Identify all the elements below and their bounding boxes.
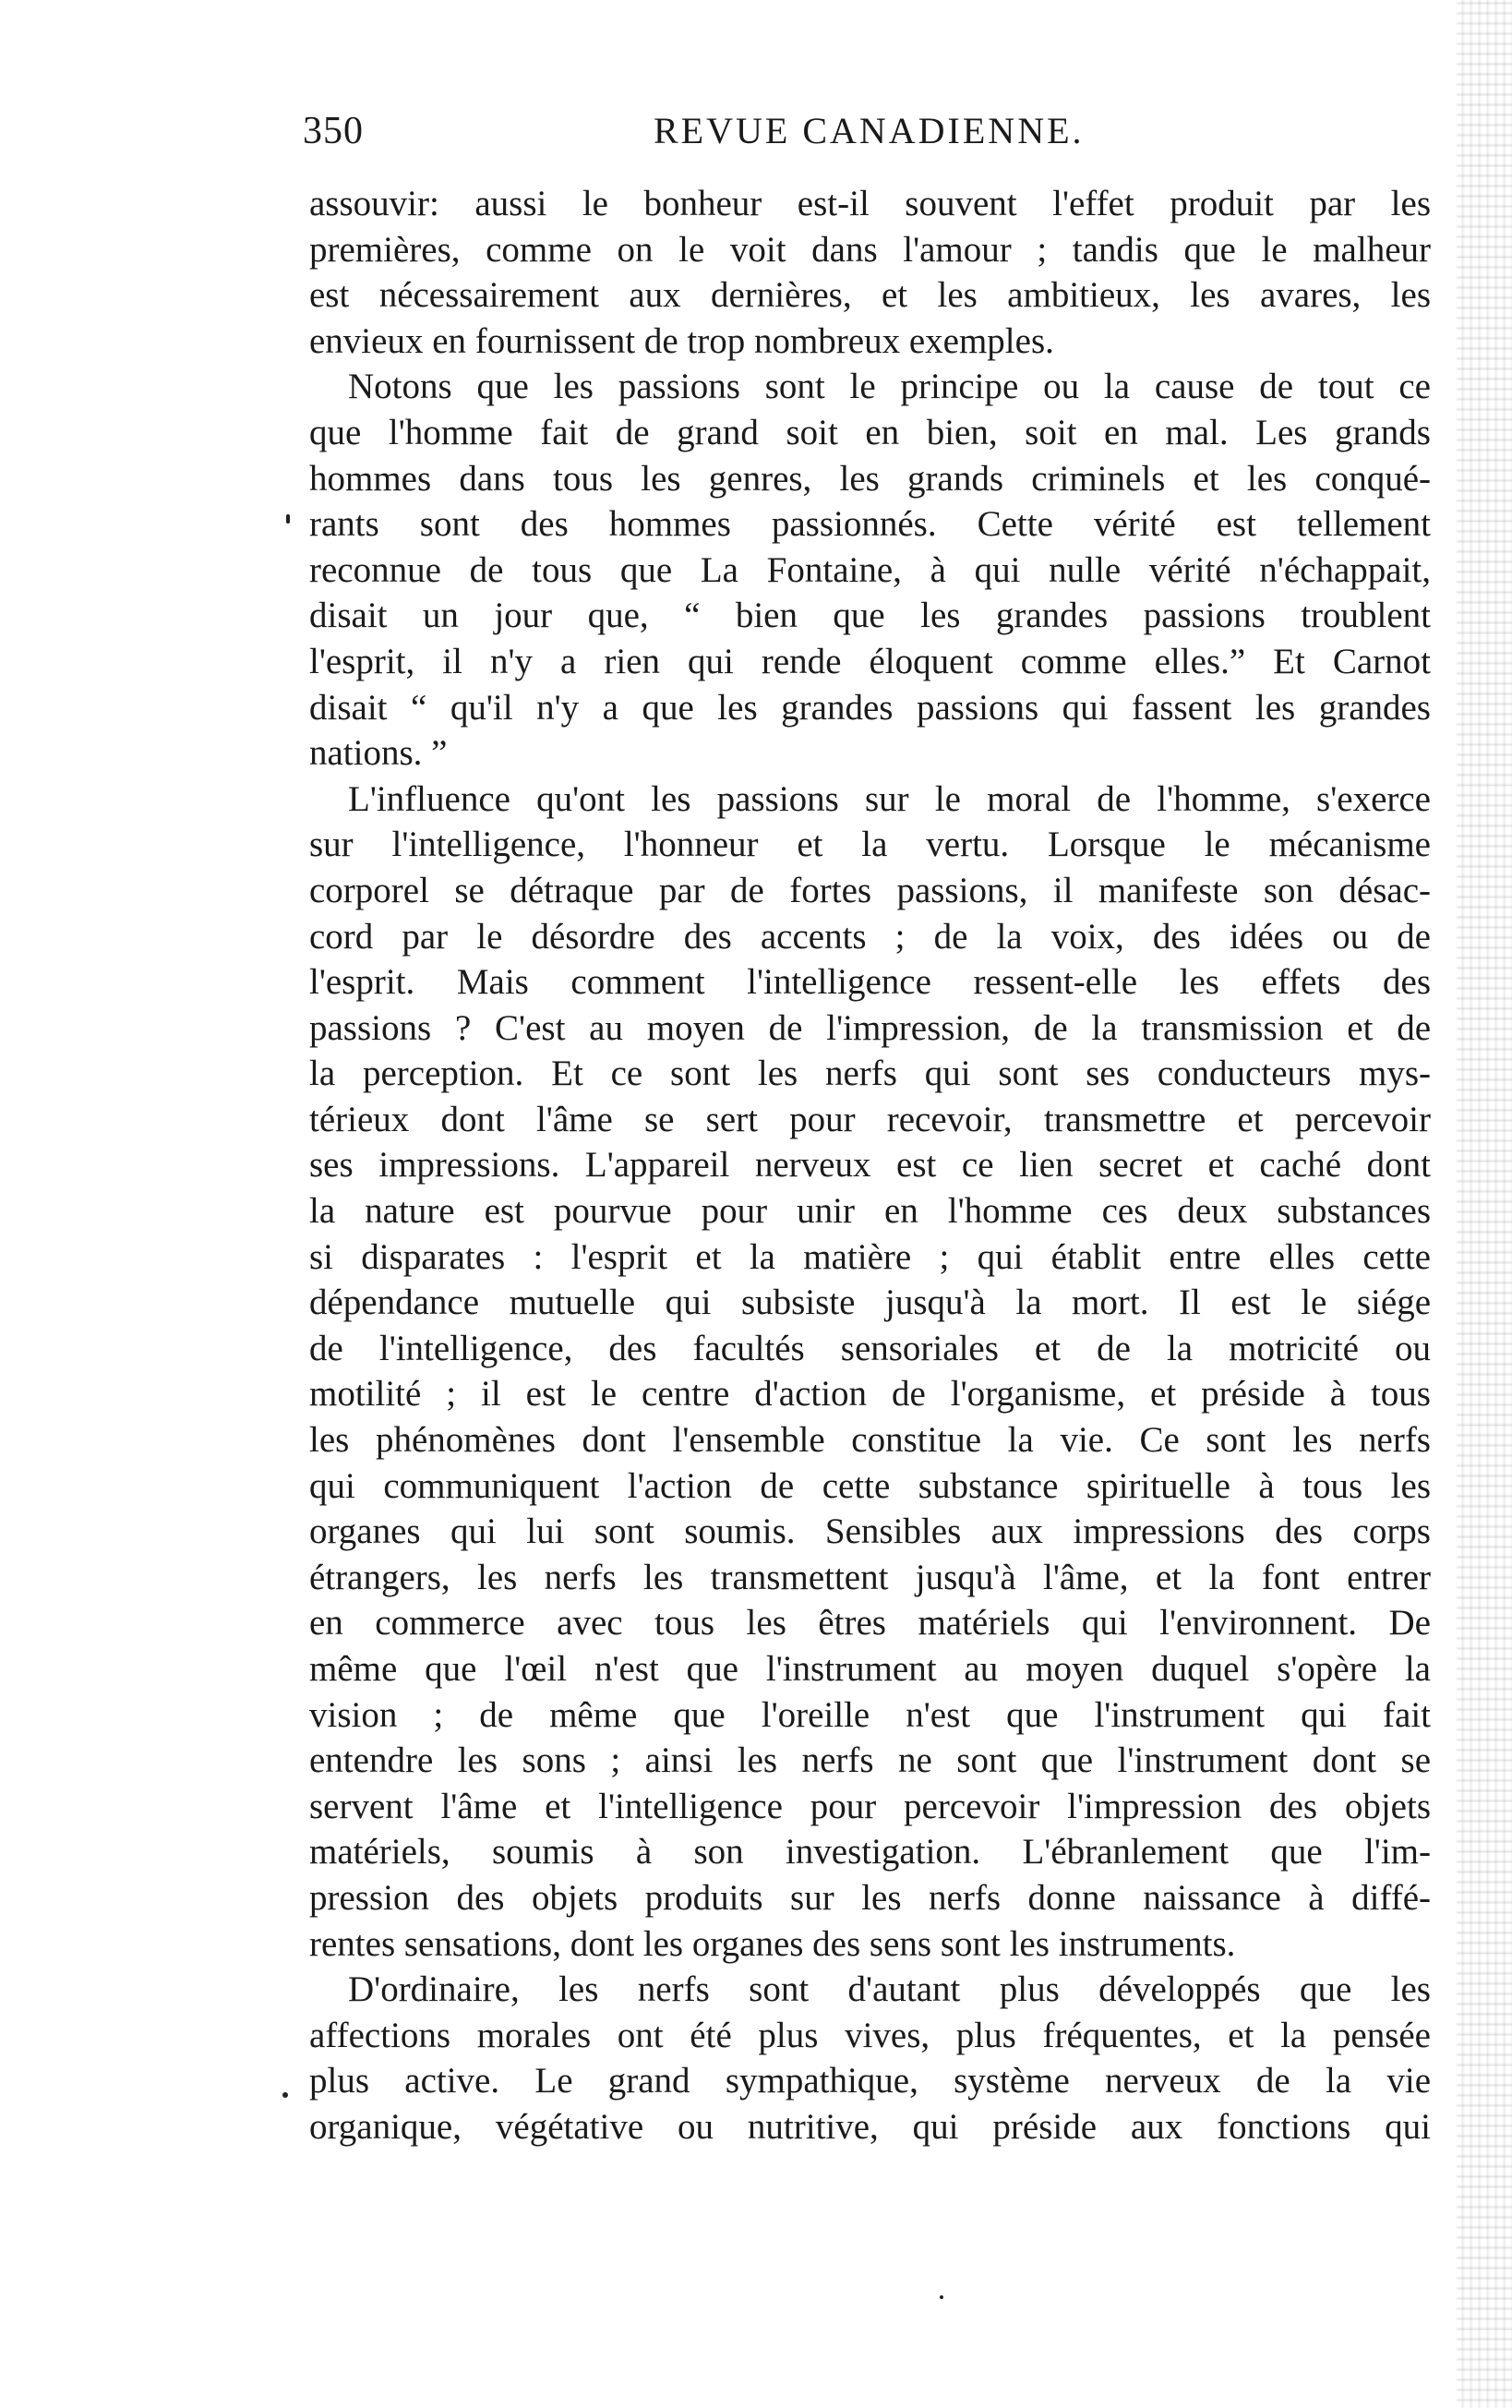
text-line: vision ; de même que l'oreille n'est que l'instrument qui fait bbox=[309, 1694, 1431, 1735]
text-line: rants sont des hommes passionnés. Cette vérité est tellement bbox=[309, 504, 1431, 545]
text-line: dépendance mutuelle qui subsiste jusqu'à la mort. Il est le siége bbox=[309, 1282, 1431, 1323]
text-line: premières, comme on le voit dans l'amour ; tandis que le malheur bbox=[309, 229, 1431, 270]
text-line: l'esprit, il n'y a rien qui rende éloquent comme elles.” Et Carnot bbox=[309, 641, 1431, 681]
text-line: est nécessairement aux dernières, et les ambitieux, les avares, les bbox=[309, 275, 1431, 316]
text-line: entendre les sons ; ainsi les nerfs ne sont que l'instrument dont se bbox=[309, 1740, 1431, 1781]
text-line: organique, végétative ou nutritive, qui préside aux fonctions qui bbox=[309, 2106, 1431, 2147]
scan-speck bbox=[940, 2295, 943, 2299]
page-header bbox=[303, 109, 1420, 164]
text-line: hommes dans tous les genres, les grands criminels et les conqué- bbox=[309, 458, 1431, 499]
text-line: pression des objets produits sur les nerfs donne naissance à diffé- bbox=[309, 1877, 1431, 1918]
text-line: passions ? C'est au moyen de l'impression, de la transmission et de bbox=[309, 1007, 1431, 1048]
text-line: la perception. Et ce sont les nerfs qui sont ses conducteurs mys- bbox=[309, 1054, 1431, 1094]
text-line: les phénomènes dont l'ensemble constitue la vie. Ce sont les nerfs bbox=[309, 1420, 1431, 1461]
text-line: D'ordinaire, les nerfs sont d'autant plus développés que les bbox=[348, 1969, 1431, 2010]
text-line: envieux en fournissent de trop nombreux exemples. bbox=[309, 320, 1054, 361]
text-line: matériels, soumis à son investigation. L'ébranlement que l'im- bbox=[309, 1832, 1431, 1872]
page-number: 350 bbox=[303, 110, 364, 152]
text-line: ses impressions. L'appareil nerveux est ce lien secret et caché dont bbox=[309, 1145, 1431, 1186]
text-line: motilité ; il est le centre d'action de l'organisme, et préside à tous bbox=[309, 1374, 1431, 1415]
text-line: que l'homme fait de grand soit en bien, soit en mal. Les grands bbox=[309, 412, 1431, 452]
text-line: de l'intelligence, des facultés sensoriales et de la motricité ou bbox=[309, 1328, 1431, 1368]
text-line: organes qui lui sont soumis. Sensibles aux impressions des corps bbox=[309, 1511, 1431, 1552]
text-line: rentes sensations, dont les organes des sens sont les instruments. bbox=[309, 1923, 1236, 1964]
text-line: si disparates : l'esprit et la matière ; qui établit entre elles cette bbox=[309, 1236, 1431, 1277]
text-line: reconnue de tous que La Fontaine, à qui nulle vérité n'échappait, bbox=[309, 549, 1431, 590]
text-line: l'esprit. Mais comment l'intelligence ressent-elle les effets des bbox=[309, 962, 1431, 1003]
text-line: disait un jour que, “ bien que les grandes passions troublent bbox=[309, 596, 1431, 636]
scan-speck bbox=[286, 514, 290, 524]
body-text bbox=[309, 181, 1431, 2150]
text-line: assouvir: aussi le bonheur est-il souvent l'effet produit par les bbox=[309, 184, 1431, 223]
text-line: nations. ” bbox=[309, 733, 448, 774]
scan-speck bbox=[282, 2092, 288, 2098]
text-line: plus active. Le grand sympathique, système nerveux de la vie bbox=[309, 2061, 1431, 2101]
text-line: qui communiquent l'action de cette substance spirituelle à tous les bbox=[309, 1465, 1431, 1506]
text-line: étrangers, les nerfs les transmettent jusqu'à l'âme, et la font entrer bbox=[309, 1557, 1431, 1597]
text-line: corporel se détraque par de fortes passions, il manifeste son désac- bbox=[309, 870, 1431, 910]
scan-edge-noise bbox=[1457, 0, 1512, 2408]
text-line: affections morales ont été plus vives, plus fréquentes, et la pensée bbox=[309, 2015, 1431, 2055]
running-title: REVUE CANADIENNE. bbox=[654, 110, 1085, 151]
text-line: L'influence qu'ont les passions sur le moral de l'homme, s'exerce bbox=[348, 778, 1431, 819]
text-line: disait “ qu'il n'y a que les grandes passions qui fassent les grandes bbox=[309, 687, 1431, 728]
text-line: en commerce avec tous les êtres matériels qui l'environnent. De bbox=[309, 1603, 1431, 1643]
text-line: la nature est pourvue pour unir en l'homme ces deux substances bbox=[309, 1191, 1431, 1232]
text-line: sur l'intelligence, l'honneur et la vertu. Lorsque le mécanisme bbox=[309, 825, 1431, 865]
text-line: servent l'âme et l'intelligence pour percevoir l'impression des objets bbox=[309, 1786, 1431, 1826]
text-line: cord par le désordre des accents ; de la voix, des idées ou de bbox=[309, 916, 1431, 957]
text-line: Notons que les passions sont le principe ou la cause de tout ce bbox=[348, 367, 1431, 407]
text-line: même que l'œil n'est que l'instrument au moyen duquel s'opère la bbox=[309, 1649, 1431, 1689]
text-line: térieux dont l'âme se sert pour recevoir, transmettre et percevoir bbox=[309, 1099, 1431, 1139]
